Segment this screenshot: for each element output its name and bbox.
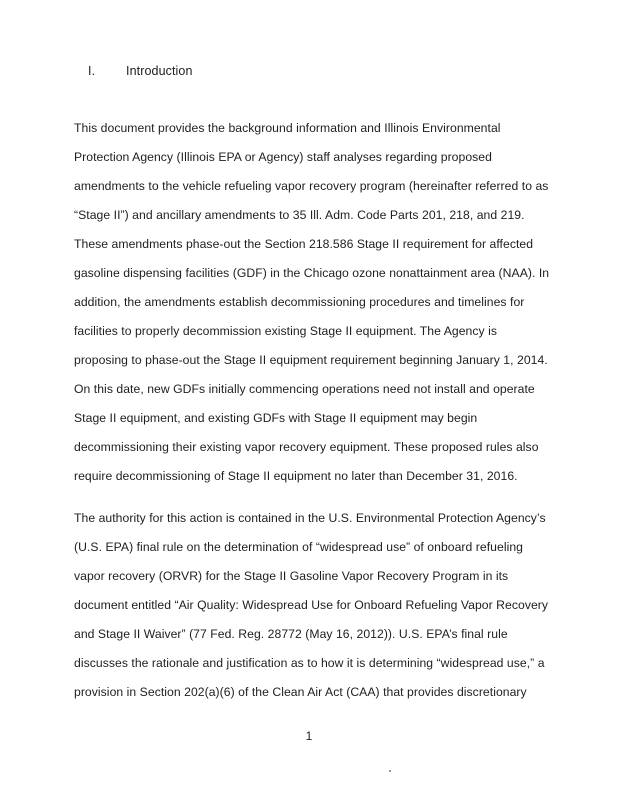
- section-heading: [88, 64, 193, 78]
- text-line: provision in Section 202(a)(6) of the Clean Air Act (CAA) that provides discretionary: [74, 685, 527, 699]
- text-line: amendments to the vehicle refueling vapor recovery program (hereinafter referred to as: [74, 179, 549, 193]
- scan-speck: [389, 770, 391, 772]
- paragraph-introduction: [74, 118, 550, 495]
- section-number: I.: [88, 64, 96, 78]
- text-line: require decommissioning of Stage II equipment no later than December 31, 2016.: [74, 469, 518, 483]
- text-line: decommissioning their existing vapor recovery equipment. These proposed rules also: [74, 440, 539, 454]
- text-line: “Stage II”) and ancillary amendments to 35 Ill. Adm. Code Parts 201, 218, and 219.: [74, 208, 525, 222]
- text-line: and Stage II Waiver” (77 Fed. Reg. 28772 (May 16, 2012)). U.S. EPA’s final rule: [74, 627, 508, 641]
- text-line: proposing to phase-out the Stage II equipment requirement beginning January 1, 2014.: [74, 353, 548, 367]
- section-title: Introduction: [126, 64, 193, 78]
- text-line: Stage II equipment, and existing GDFs with Stage II equipment may begin: [74, 411, 478, 425]
- text-line: addition, the amendments establish decommissioning procedures and timelines for: [74, 295, 525, 309]
- text-line: document entitled “Air Quality: Widespread Use for Onboard Refueling Vapor Recovery: [74, 598, 549, 612]
- text-line: On this date, new GDFs initially commencing operations need not install and operate: [74, 382, 535, 396]
- text-line: These amendments phase-out the Section 218.586 Stage II requirement for affected: [74, 237, 534, 251]
- text-line: discusses the rationale and justification as to how it is determining “widespread use,” a: [74, 656, 545, 670]
- text-line: Protection Agency (Illinois EPA or Agency) staff analyses regarding proposed: [74, 150, 492, 164]
- paragraph-authority: [74, 508, 549, 711]
- text-line: (U.S. EPA) final rule on the determination of “widespread use” of onboard refueling: [74, 540, 524, 554]
- text-line: gasoline dispensing facilities (GDF) in the Chicago ozone nonattainment area (NAA). In: [74, 266, 550, 280]
- text-line: vapor recovery (ORVR) for the Stage II Gasoline Vapor Recovery Program in its: [74, 569, 509, 583]
- text-line: facilities to properly decommission existing Stage II equipment. The Agency is: [74, 324, 497, 338]
- text-line: The authority for this action is contained in the U.S. Environmental Protection Agency’s: [74, 511, 546, 525]
- page-number: 1: [305, 729, 313, 743]
- text-line: This document provides the background information and Illinois Environmental: [74, 121, 501, 135]
